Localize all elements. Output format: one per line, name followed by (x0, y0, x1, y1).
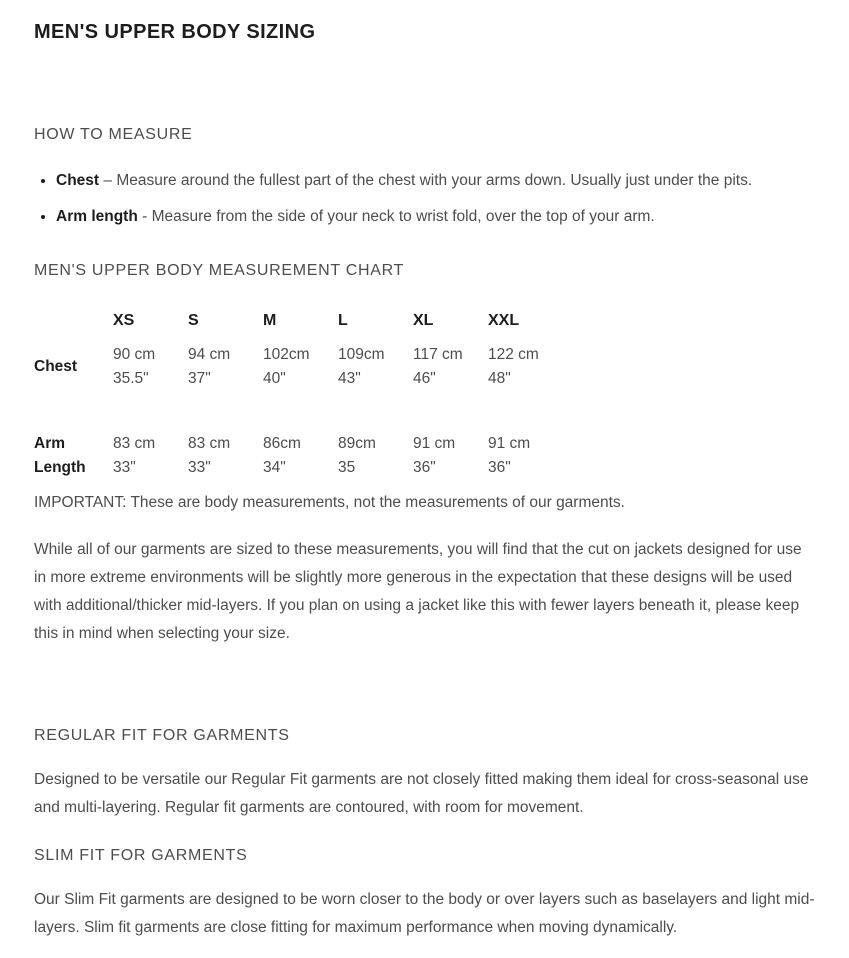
measurement-chart-heading: MEN'S UPPER BODY MEASUREMENT CHART (34, 262, 405, 279)
size-header-xl: XL (413, 312, 434, 329)
arm-cm-m: 86cm (263, 435, 301, 452)
chest-inch-xxl: 48" (488, 370, 511, 387)
size-header-m: M (263, 312, 277, 329)
slim-fit-paragraph: Our Slim Fit garments are designed to be worn closer to the body or over layers such as baselayers and light mid-layers. Slim fit garments are close fitting for maximum performance when moving dynamically. (34, 891, 815, 936)
arm-inch-s: 33" (188, 459, 211, 476)
chest-cell-xxl (488, 343, 563, 412)
measure-bullet-arm-length (56, 207, 817, 227)
chest-cell-xl (413, 343, 488, 412)
arm-inch-l: 35 (338, 459, 356, 476)
page-title: MEN'S UPPER BODY SIZING (34, 21, 316, 43)
arm-inch-m: 34" (263, 459, 286, 476)
size-header-xs: XS (113, 312, 135, 329)
chest-inch-xl: 46" (413, 370, 436, 387)
size-header-xxl: XXL (488, 312, 520, 329)
sizing-note-paragraph: While all of our garments are sized to these measurements, you will find that the cut on jackets designed for use in more extreme environments will be slightly more generous in the expectation that these designs will be used with additional/thicker mid-layers. If you plan on using a jacket like this with fewer layers beneath it, please keep this in mind when selecting your size. (34, 541, 802, 642)
size-header-s: S (188, 312, 199, 329)
measure-text-arm-length: - Measure from the side of your neck to wrist fold, over the top of your arm. (142, 208, 655, 225)
arm-cell-xs (113, 412, 188, 480)
arm-cm-s: 83 cm (188, 435, 231, 452)
chest-inch-s: 37" (188, 370, 211, 387)
arm-cell-l (338, 412, 413, 480)
measurement-chart-table (34, 312, 563, 480)
regular-fit-paragraph: Designed to be versatile our Regular Fit garments are not closely fitted making them ideal for cross-seasonal use and multi-layering. Regular fit garments are contoured, with room for movement. (34, 771, 809, 816)
size-header-row (34, 312, 563, 343)
chest-cm-xs: 90 cm (113, 346, 156, 363)
chest-cell-xs (113, 343, 188, 412)
chest-cm-m: 102cm (263, 346, 310, 363)
size-header-l: L (338, 312, 348, 329)
arm-inch-xxl: 36" (488, 459, 511, 476)
chest-inch-xs: 35.5" (113, 370, 149, 387)
important-note: IMPORTANT: These are body measurements, not the measurements of our garments. (34, 494, 625, 511)
measure-term-arm-length: Arm length (56, 208, 138, 225)
chest-cm-xxl: 122 cm (488, 346, 539, 363)
chest-cell-l (338, 343, 413, 412)
arm-cell-xl (413, 412, 488, 480)
table-row-chest (34, 343, 563, 412)
arm-cm-xl: 91 cm (413, 435, 456, 452)
arm-cell-xxl (488, 412, 563, 480)
arm-cell-s (188, 412, 263, 480)
how-to-measure-heading: HOW TO MEASURE (34, 126, 193, 143)
chest-cell-m (263, 343, 338, 412)
arm-inch-xl: 36" (413, 459, 436, 476)
arm-cell-m (263, 412, 338, 480)
chest-cm-xl: 117 cm (413, 346, 463, 363)
table-row-arm-length (34, 412, 563, 480)
arm-cm-xxl: 91 cm (488, 435, 531, 452)
size-header-empty (34, 312, 113, 343)
measure-bullet-chest (56, 171, 817, 191)
arm-cm-xs: 83 cm (113, 435, 156, 452)
chest-cm-l: 109cm (338, 346, 385, 363)
row-label-arm-length: Arm Length (34, 435, 86, 476)
measure-instructions-list (34, 171, 817, 227)
chest-inch-m: 40" (263, 370, 286, 387)
row-label-chest: Chest (34, 358, 78, 375)
arm-cm-l: 89cm (338, 435, 376, 452)
measure-text-chest: – Measure around the fullest part of the chest with your arms down. Usually just under the pits. (103, 172, 753, 189)
chest-inch-l: 43" (338, 370, 361, 387)
measure-term-chest: Chest (56, 172, 100, 189)
slim-fit-heading: SLIM FIT FOR GARMENTS (34, 847, 248, 864)
chest-cell-s (188, 343, 263, 412)
regular-fit-heading: REGULAR FIT FOR GARMENTS (34, 727, 290, 744)
arm-inch-xs: 33" (113, 459, 136, 476)
chest-cm-s: 94 cm (188, 346, 231, 363)
